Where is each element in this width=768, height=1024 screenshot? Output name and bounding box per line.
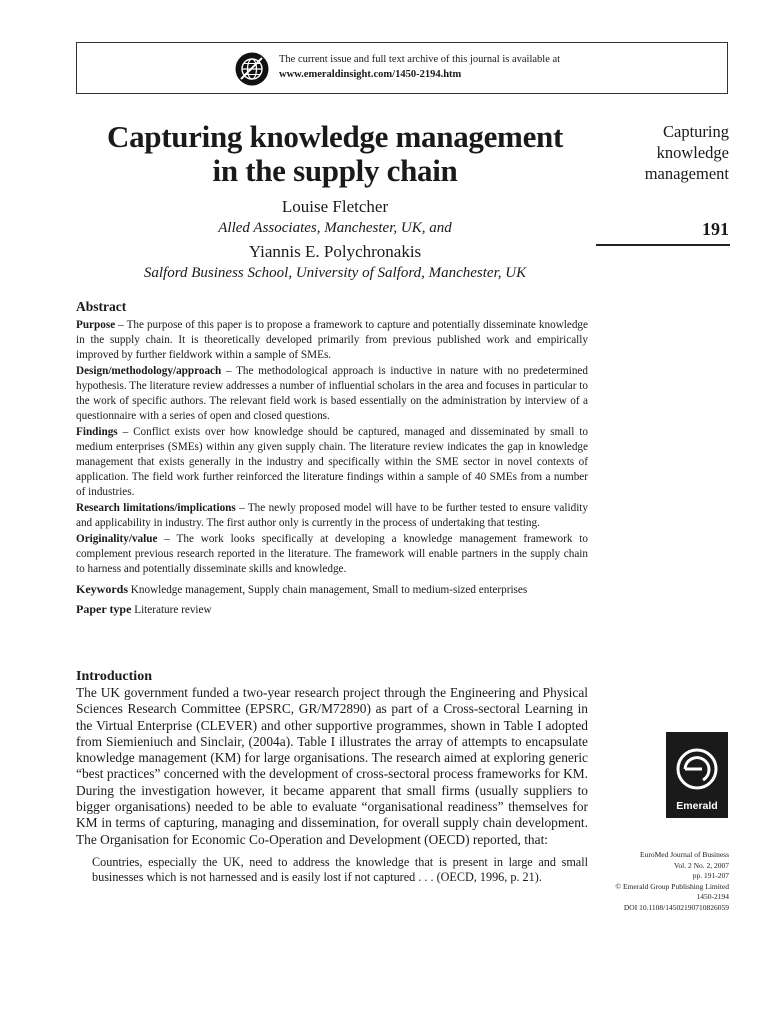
section-text: – The newly proposed model will have to be further tested to ensure validity and applicability in industry. The first author only is currently in the process of undertaking that testing. bbox=[76, 502, 589, 529]
introduction-section bbox=[76, 669, 588, 885]
abstract-section bbox=[76, 532, 588, 577]
paper-title bbox=[60, 120, 610, 188]
author-name: Yiannis E. Polychronakis bbox=[248, 242, 422, 261]
emerald-logo bbox=[666, 732, 728, 818]
journal-issn: 1450-2194 bbox=[696, 892, 729, 901]
emerald-emblem-icon bbox=[666, 738, 728, 802]
section-label: Design/methodology/approach bbox=[76, 365, 222, 377]
notice-line: The current issue and full text archive of this journal is available at bbox=[279, 54, 561, 65]
author-affiliation: Alled Associates, Manchester, UK, and bbox=[218, 220, 452, 236]
section-heading: Introduction bbox=[76, 669, 152, 684]
section-text: – The work looks specifically at developing a knowledge management framework to complement previous research reported in the literature. The framework will enable partners in the supply chain to harness and potentially disseminate skills and knowledge. bbox=[76, 533, 588, 575]
paper-type-label: Paper type bbox=[76, 602, 132, 616]
section-label: Findings bbox=[76, 426, 118, 438]
author-name: Louise Fletcher bbox=[281, 197, 389, 216]
section-text: – Conflict exists over how knowledge should be captured, managed and disseminated by small to medium enterprises (SMEs) within any given supply chain. The literature review indicates the gap in knowledge management that exists generally in the industry and specifically within the SME sector in novel contexts of application. The field work further reinforced the literature findings within a sample of 40 SMEs from a number of industries. bbox=[76, 426, 588, 498]
journal-url-link[interactable]: www.emeraldinsight.com/1450-2194.htm bbox=[279, 69, 462, 80]
journal-volume: Vol. 2 No. 2, 2007 bbox=[673, 860, 729, 870]
running-title-line: management bbox=[644, 164, 729, 183]
keywords-label: Keywords bbox=[76, 582, 128, 596]
divider bbox=[596, 244, 730, 246]
paper-type bbox=[76, 602, 588, 618]
section-label: Research limitations/implications bbox=[76, 502, 236, 514]
journal-pages: pp. 191-207 bbox=[692, 871, 729, 880]
notice-text bbox=[279, 52, 560, 82]
running-title bbox=[579, 121, 729, 184]
globe-icon bbox=[235, 52, 269, 86]
keywords bbox=[76, 582, 588, 598]
journal-doi: DOI 10.1108/14502190710826059 bbox=[623, 902, 729, 912]
section-text: – The purpose of this paper is to propose a framework to capture and potentially disseminate knowledge in the supply chain. It is theoretically developed primarily from previous published work and empirically improved by further fieldwork within a sample of SMEs. bbox=[76, 319, 588, 361]
section-label: Purpose bbox=[76, 319, 116, 331]
abstract-heading: Abstract bbox=[76, 299, 127, 314]
block-quote: Countries, especially the UK, need to address the knowledge that is present in large and small businesses which is not harnessed and is easily lost if not captured . . . (OECD, 1996, p. 21). bbox=[92, 854, 588, 884]
abstract-section bbox=[76, 364, 588, 424]
author-affiliation: Salford Business School, University of Salford, Manchester, UK bbox=[143, 265, 527, 281]
abstract-section bbox=[76, 425, 588, 500]
page-number: 191 bbox=[702, 219, 729, 239]
journal-copyright: © Emerald Group Publishing Limited bbox=[615, 881, 729, 891]
abstract bbox=[76, 299, 588, 619]
running-title-line: Capturing bbox=[663, 122, 729, 141]
logo-label: Emerald bbox=[676, 800, 718, 812]
title-line-2: in the supply chain bbox=[212, 153, 458, 188]
keywords-text: Knowledge management, Supply chain management, Small to medium-sized enterprises bbox=[128, 584, 528, 596]
section-label: Originality/value bbox=[76, 533, 158, 545]
journal-notice-box bbox=[76, 42, 728, 94]
journal-info bbox=[569, 850, 729, 913]
abstract-section bbox=[76, 318, 588, 363]
author-block bbox=[60, 196, 610, 283]
abstract-section bbox=[76, 501, 588, 531]
section-text: – The methodological approach is inductive in nature with no predetermined hypothesis. The literature review addresses a number of influential scholars in the area and focuses in particular to the work of specific authors. The relevant field work is based essentially on the administration by interview of a questionnaire with a series of open and closed questions. bbox=[76, 365, 588, 422]
title-line-1: Capturing knowledge management bbox=[106, 119, 563, 154]
body-paragraph: The UK government funded a two-year research project through the Engineering and Physical Sciences Research Committee (EPSRC, GR/M72890) as part of a Cross-sectoral Learning in the Virtual Enterprise (CLEVER) and other supportive programmes, shown in Table I adopted from Siemieniuch and Sinclair, (2004a). Table I illustrates the array of attempts to encapsulate knowledge management (KM) for large organisations. The research aimed at exploring generic “best practices” concerned with the development of cross-sectoral process frameworks for KM. During the investigation however, it became apparent that small firms (usually suppliers to bigger organisations) needed to be able to evaluate “organisational readiness” themselves for KM in terms of capturing, managing and dissemination, for overall supply chain development. The Organisation for Economic Co-Operation and Development (OECD) reported, that: bbox=[76, 685, 588, 847]
paper-type-text: Literature review bbox=[131, 604, 212, 616]
journal-name: EuroMed Journal of Business bbox=[640, 850, 729, 859]
running-title-line: knowledge bbox=[656, 143, 729, 162]
